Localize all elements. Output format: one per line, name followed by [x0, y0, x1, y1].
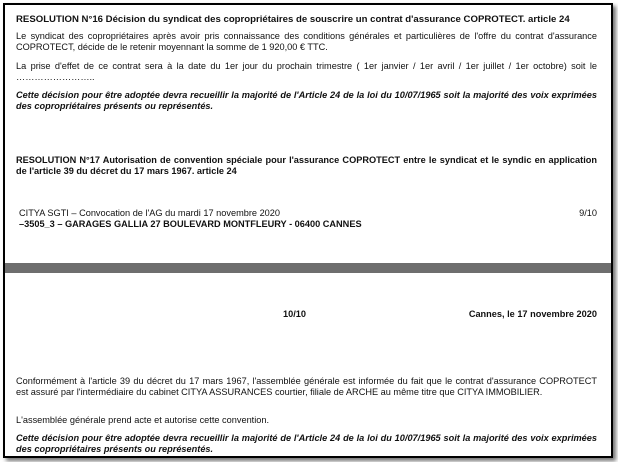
- page-number-10: 10/10: [283, 309, 306, 319]
- document-page-9: [5, 5, 611, 263]
- resolution-16-title: RESOLUTION N°16 Décision du syndicat des copropriétaires de souscrire un contrat d'assurance COPROTECT. article 24: [16, 14, 570, 25]
- page-number-9: 9/10: [579, 208, 597, 218]
- resolution-17-majority-note: Cette décision pour être adoptée devra recueillir la majorité de l'Article 24 de la loi du 10/07/1965 soit la majorité des voix exprimées des copropriétaires présents ou représentés.: [16, 433, 597, 454]
- resolution-17-title: RESOLUTION N°17 Autorisation de convention spéciale pour l'assurance COPROTECT entre le syndicat et le syndic en application de l'article 39 du décret du 17 mars 1967. article 24: [16, 155, 597, 176]
- convention-paragraph: Conformément à l'article 39 du décret du 17 mars 1967, l'assemblée générale est informée du fait que le contrat d'assurance COPROTECT est assuré par l'intermédiaire du cabinet CITYA ASSURANCES courtier, filiale de ARCHE au même titre que CITYA IMMOBILIER.: [16, 376, 597, 397]
- page-separator: [5, 263, 611, 273]
- document-page-10: [5, 273, 611, 456]
- footer-address: –3505_3 – GARAGES GALLIA 27 BOULEVARD MONTFLEURY - 06400 CANNES: [19, 219, 362, 229]
- resolution-16-paragraph-2: La prise d'effet de ce contrat sera à la date du 1er jour du prochain trimestre ( 1er janvier / 1er avril / 1er juillet / 1er octobre) soit le ……………………..: [16, 61, 597, 82]
- acknowledgement-paragraph: L'assemblée générale prend acte et autorise cette convention.: [16, 415, 270, 425]
- document-frame: [3, 3, 613, 458]
- place-and-date: Cannes, le 17 novembre 2020: [468, 309, 597, 319]
- resolution-16-majority-note: Cette décision pour être adoptée devra recueillir la majorité de l'Article 24 de la loi du 10/07/1965 soit la majorité des voix exprimées des copropriétaires présents ou représentés.: [16, 90, 597, 111]
- footer-convocation: CITYA SGTI – Convocation de l'AG du mardi 17 novembre 2020: [19, 208, 281, 218]
- resolution-16-paragraph-1: Le syndicat des copropriétaires après avoir pris connaissance des conditions générales et particulières de l'offre du contrat d'assurance COPROTECT, décide de le retenir moyennant la somme de 1 920,00 € TTC.: [16, 31, 597, 52]
